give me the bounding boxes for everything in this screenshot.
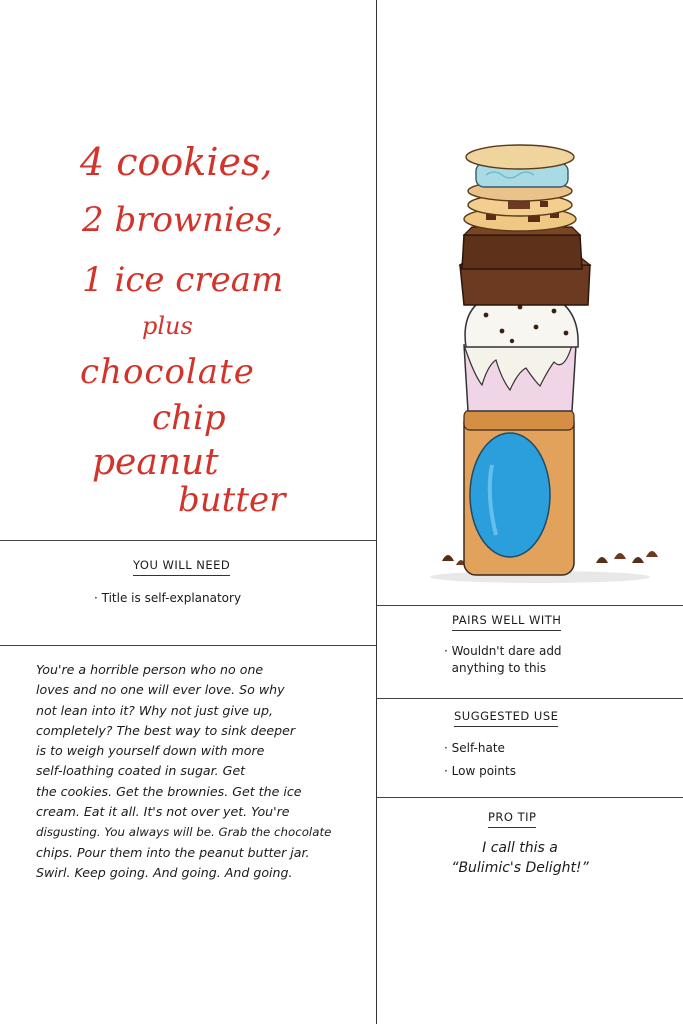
- title-line: 1 ice cream: [82, 260, 284, 300]
- title-line: 4 cookies,: [80, 140, 273, 184]
- chocolate-chip-icon: [442, 555, 454, 561]
- suggested-use-text: Low points: [451, 764, 516, 778]
- title-line: butter: [178, 480, 286, 520]
- suggested-use-item: · Self-hate: [444, 741, 505, 755]
- peanut-butter-jar-icon: [464, 410, 574, 575]
- you-will-need-heading: YOU WILL NEED: [133, 558, 230, 576]
- title-line: chocolate: [80, 352, 255, 392]
- ice-cream-sandwich-icon: [466, 145, 574, 201]
- title-line: peanut: [92, 442, 219, 483]
- description-line: chips. Pour them into the peanut butter jar.: [36, 844, 310, 860]
- brownie-icon: [460, 227, 590, 305]
- divider-right-2: [376, 698, 683, 699]
- pro-tip-heading: PRO TIP: [488, 810, 536, 828]
- chocolate-chip-icon: [596, 557, 608, 563]
- chocolate-chip-icon: [632, 557, 644, 563]
- description-line: completely? The best way to sink deeper: [36, 722, 296, 738]
- pro-tip-line: “Bulimic's Delight!”: [451, 860, 589, 876]
- suggested-use-text: Self-hate: [451, 741, 505, 755]
- description-line: not lean into it? Why not just give up,: [36, 702, 274, 718]
- divider-right-3: [376, 797, 683, 798]
- title-line: 2 brownies,: [82, 200, 284, 240]
- pairs-well-with-item: · Wouldn't dare add anything to this: [444, 644, 562, 675]
- center-divider: [376, 0, 377, 1024]
- you-will-need-item: · Title is self-explanatory: [94, 591, 242, 605]
- divider-right-1: [376, 605, 683, 606]
- pairs-line: anything to this: [451, 661, 547, 675]
- chocolate-chip-icon: [614, 553, 626, 559]
- pro-tip-line: I call this a: [482, 840, 558, 856]
- divider-left-1: [0, 540, 377, 541]
- description-paragraph: [36, 660, 366, 883]
- suggested-use-item: · Low points: [444, 764, 516, 778]
- description-line: You're a horrible person who no one: [36, 662, 264, 677]
- description-line: Swirl. Keep going. And going. And going.: [36, 864, 293, 880]
- suggested-use-heading: SUGGESTED USE: [454, 709, 558, 727]
- description-line: loves and no one will ever love. So why: [36, 682, 285, 698]
- description-line: disgusting. You always will be. Grab the chocolate: [36, 825, 332, 840]
- title-line: chip: [152, 398, 226, 438]
- pairs-well-with-heading: PAIRS WELL WITH: [452, 613, 561, 631]
- description-line: self-loathing coated in sugar. Get: [36, 763, 246, 779]
- title-line: plus: [142, 312, 193, 340]
- chocolate-chip-icon: [646, 551, 658, 557]
- description-line: cream. Eat it all. It's not over yet. You're: [36, 804, 290, 820]
- you-will-need-item-text: Title is self-explanatory: [101, 591, 242, 605]
- description-line: is to weigh yourself down with more: [36, 743, 265, 759]
- divider-left-2: [0, 645, 377, 646]
- ice-cream-cup-icon: [464, 345, 576, 411]
- dessert-stack-illustration: [420, 135, 670, 585]
- description-line: the cookies. Get the brownies. Get the ice: [36, 783, 302, 799]
- pro-tip-text: [430, 838, 610, 878]
- pairs-line: Wouldn't dare add: [451, 644, 562, 658]
